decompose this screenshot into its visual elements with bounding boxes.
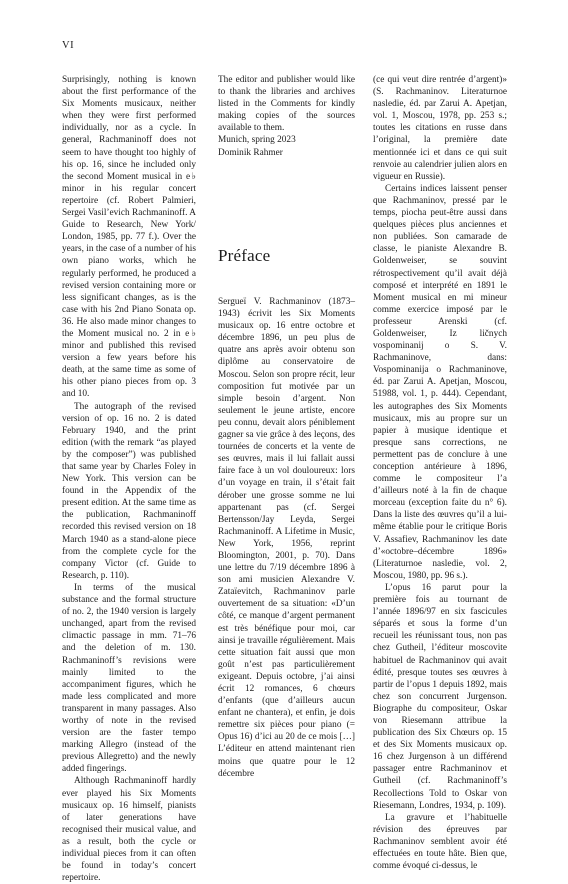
french-text-column: [373, 74, 507, 872]
paragraph: La gravure et l’habituelle révision des épreuves par Rachmaninov semblent avoir été effectuées en toute hâte. Bien que, comme évoqué ci-dessus, le: [373, 812, 507, 872]
acknowledgement-text: The editor and publisher would like to thank the libraries and archives listed in the Comments for kindly making copies of the sources available to them.: [218, 75, 355, 134]
page-number: VI: [62, 40, 75, 51]
paragraph: (ce qui veut dire rentrée d’argent)» (S. Rachmaninov. Literaturnoe nasledie, éd. par Zarui A. Apetjan, vol. 1, Moscou, 1978, pp. 253 s.; toutes les citations en russe dans l’original, la première date mentionnée ici et dans ce qui suit renvoie au calendrier julien alors en vigueur en Russie).: [373, 75, 507, 182]
author-name: Dominik Rahmer: [218, 147, 283, 158]
paragraph: Sergueï V. Rachmaninov (1873–1943) écrivit les Six Moments musicaux op. 16 entre octobre et décembre 1896, un peu plus de quatre ans après avoir obtenu son diplôme au conservatoire de Moscou. Selon son propre récit, leur composition fut motivée par un simple besoin d’argent. Non seulement le jeune artiste, encore peu connu, devait alors péniblement gagner sa vie grâce à des leçons, des tournées de concerts et la vente de ses œuvres, mais il lui fallait aussi faire face à un vol douloureux: lors d’un voyage en train, il s’était fait dérober une grosse somme ne lui appartenant pas (cf. Sergei Bertensson/Jay Leyda, Sergei Rachmaninoff. A Lifetime in Music, New York, 1956, reprint Bloomington, 2001, p. 70). Dans une lettre du 7/19 décembre 1896 à son ami musicien Alexandre V. Zataïevitch, Rachmaninov parle ouvertement de sa situation: «D’un côté, ce manque d’argent permanent est très bénéfique pour moi, car ainsi je travaille régulièrement. Mais cette situation fait aussi que mon goût n’est pas particulièrement exigeant. Depuis octobre, j’ai ainsi écrit 12 romances, 6 chœurs d’enfants (que d’ailleurs aucun enfant ne chantera), et enfin, je dois remettre six pièces pour piano (= Opus 16) d’ici au 20 de ce mois […] L’éditeur en attend maintenant rien moins que quatre pour le 12 décembre: [218, 297, 355, 779]
english-text-column: [62, 74, 196, 884]
paragraph: Surprisingly, nothing is known about the first performance of the Six Moments musicaux, neither when they were first performed individually, nor as a cycle. In general, Rachmaninoff does not seem to have thought too highly of his op. 16, since he included only the second Moment musical in e♭ minor in his regular concert repertoire (cf. Robert Palmieri, Sergei Vasil’evich Rachmaninoff. A Guide to Research, New York/ London, 1985, pp. 77 f.). Over the years, in the case of a number of his own piano works, which he regularly performed, he produced a revised version containing more or less significant changes, as is the case with his 2nd Piano Sonata op. 36. He also made minor changes to the Moment musical no. 2 in e♭ minor and published this revised version a few years before his death, at the same time as some of his other piano pieces from op. 3 and 10.: [62, 75, 196, 400]
place-date: Munich, spring 2023: [218, 135, 296, 146]
paragraph: Certains indices laissent penser que Rachmaninov, pressé par le temps, piocha peut-être aussi dans quelques pièces plus anciennes et non publiées. Son camarade de classe, le pianiste Alexandre B. Goldenweiser, se souvint rétrospectivement qu’il avait déjà composé et interprété en 1891 le Moment musical en mi mineur comme exercice imposé par le professeur Arenski (cf. Goldenweiser, Iz ličnych vospominanij o S. V. Rachmaninove, dans: Vospominanija o Rachmaninove, éd. par Zarui A. Apetjan, Moscou, 51988, vol. 1, p. 444). Cependant, les autographes des Six Moments musicaux, mis au propre sur un papier à musique identique et presque sans corrections, ne permettent pas de conclure à une conception antérieure à 1896, comme le compositeur l’a d’ailleurs noté à la fin de chaque morceau (exception faite du n° 6). Dans la liste des œuvres qu’il a lui-même établie pour le critique Boris V. Assafiev, Rachmaninov les date d’«octobre–décembre 1896» (Literaturnoe nasledie, vol. 2, Moscou, 1980, pp. 96 s.).: [373, 183, 507, 581]
acknowledgement-block: [218, 74, 355, 159]
french-preface-column: [218, 296, 355, 780]
paragraph: L’opus 16 parut pour la première fois au tournant de l’année 1896/97 en six fascicules séparés et sous la forme d’un recueil les réunissant tous, non pas chez Gutheil, l’éditeur moscovite habituel de Rachmaninov qui avait édité, presque toutes ses œuvres à partir de l’opus 1 depuis 1892, mais chez son concurrent Jurgenson. Biographe du compositeur, Oskar von Riesemann attribue la publication des Six Chœurs op. 15 et des Six Moments musicaux op. 16 chez Jurgenson à un différend passager entre Rachmaninov et Gutheil (cf. Rachmaninoff’s Recollections Told to Oskar von Riesemann, Londres, 1934, p. 109).: [373, 582, 507, 811]
paragraph: The autograph of the revised version of op. 16 no. 2 is dated February 1940, and the print edition (with the remark “as played by the composer”) was published that same year by Charles Foley in New York. This version can be found in the Appendix of the present edition. At the same time as the publication, Rachmaninoff recorded this revised version on 18 March 1940 as a stand-alone piece from the complete cycle for the company Victor (cf. Guide to Research, p. 110).: [62, 401, 196, 581]
preface-heading: Préface: [218, 246, 271, 265]
paragraph: Although Rachmaninoff hardly ever played his Six Moments musicaux op. 16 himself, pianists of later generations have recognised their musical value, and as a result, both the cycle or individual pieces from it can often be found in today’s concert repertoire.: [62, 776, 196, 884]
paragraph: In terms of the musical substance and the formal structure of no. 2, the 1940 version is largely unchanged, apart from the revised climactic passage in mm. 71–76 and the deletion of m. 130. Rachmaninoff’s revisions were mainly limited to the accompaniment figures, which he made less complicated and more transparent in many passages. Also worthy of note in the revised version are the faster tempo marking Allegro (instead of the previous Allegretto) and the newly added fingerings.: [62, 582, 196, 775]
